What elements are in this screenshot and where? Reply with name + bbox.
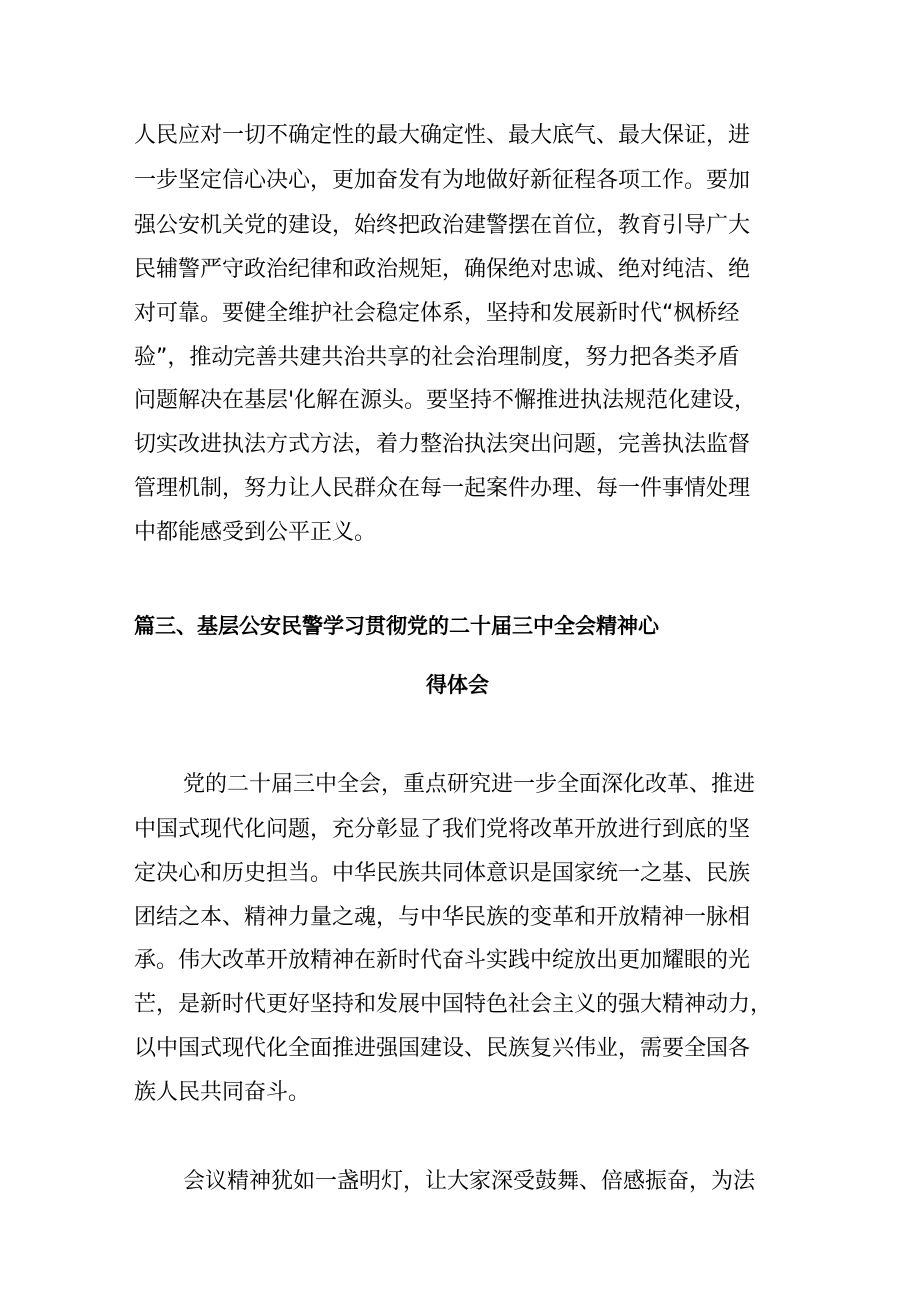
text-line: 定决心和历史担当。中华民族共同体意识是国家统一之基、民族: [134, 861, 751, 886]
text-line: 问题解决在基层'化解在源头。要坚持不懈推进执法规范化建设，: [134, 388, 757, 413]
text-line: 管理机制，努力让人民群众在每一起案件办理、每一件事情处理: [134, 476, 751, 501]
text-line: 中都能感受到公平正义。: [134, 520, 377, 545]
text-line: 以中国式现代化全面推进强国建设、民族复兴伟业，需要全国各: [134, 1036, 751, 1061]
text-line: 对可靠。要健全维护社会稳定体系，坚持和发展新时代“枫桥经: [134, 301, 740, 326]
text-line: 人民应对一切不确定性的最大确定性、最大底气、最大保证，进: [134, 123, 751, 148]
text-line: 验”，推动完善共建共治共享的社会治理制度，努力把各类矛盾: [134, 345, 740, 370]
section-title-continuation: 得体会: [426, 673, 489, 697]
text-line: 强公安机关党的建设，始终把政治建警摆在首位，教育引导广大: [134, 213, 751, 238]
text-line: 会议精神犹如一盏明灯，让大家深受鼓舞、倍感振奋，为法: [183, 1169, 756, 1194]
text-line: 党的二十届三中全会，重点研究进一步全面深化改革、推进: [183, 772, 756, 797]
text-line: 民辅警严守政治纪律和政治规矩，确保绝对忠诚、绝对纯洁、绝: [134, 257, 751, 282]
text-line: 团结之本、精神力量之魂，与中华民族的变革和开放精神一脉相: [134, 905, 751, 930]
text-line: 切实改进执法方式方法，着力整治执法突出问题，完善执法监督: [134, 432, 751, 457]
section-title: 篇三、基层公安民警学习贯彻党的二十届三中全会精神心: [134, 614, 659, 638]
text-line: 承。伟大改革开放精神在新时代奋斗实践中绽放出更加耀眼的光: [134, 948, 751, 973]
text-line: 芒，是新时代更好坚持和发展中国特色社会主义的强大精神动力，: [134, 992, 773, 1017]
text-line: 中国式现代化问题，充分彰显了我们党将改革开放进行到底的坚: [134, 817, 751, 842]
text-line: 一步坚定信心决心，更加奋发有为地做好新征程各项工作。要加: [134, 168, 751, 193]
text-line: 族人民共同奋斗。: [134, 1080, 311, 1105]
